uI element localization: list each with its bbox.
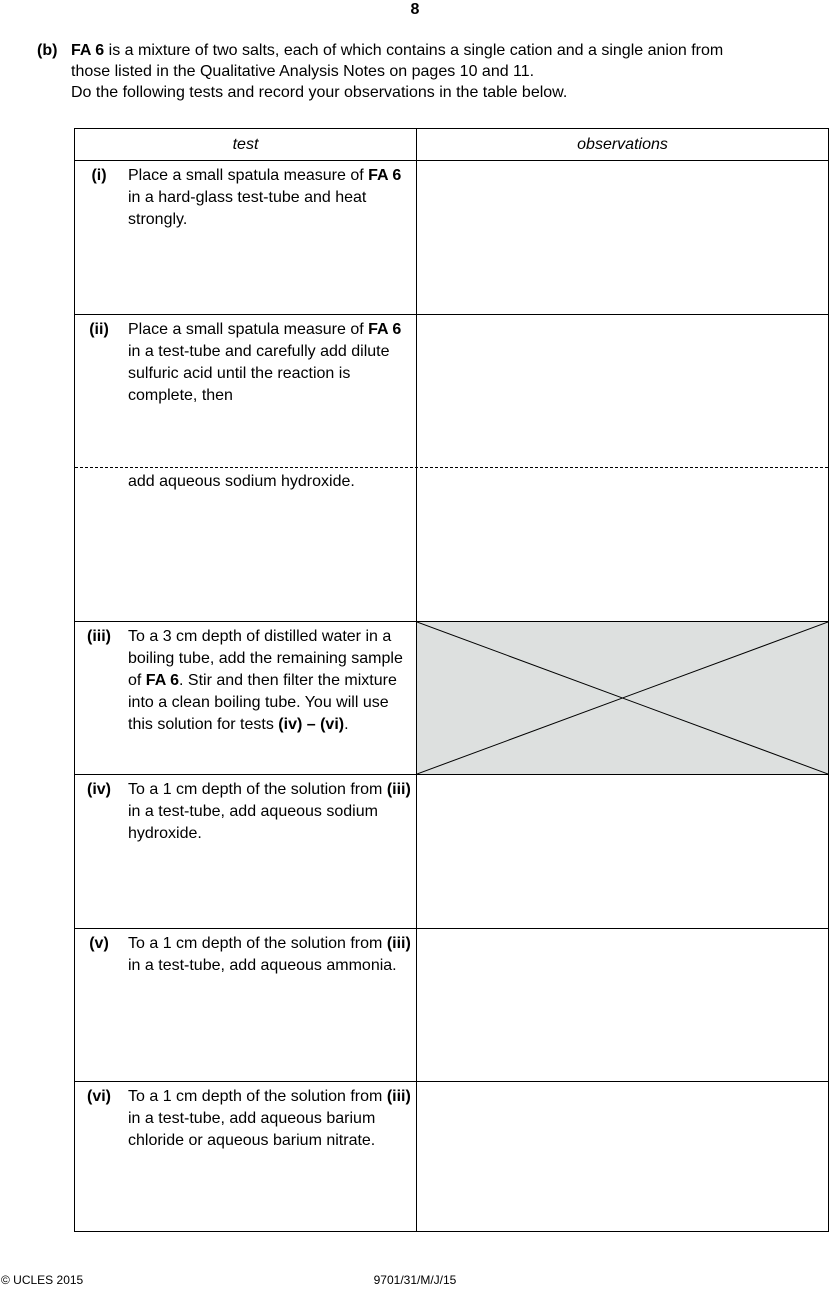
sample-name: FA 6 (368, 167, 402, 184)
header-observations: observations (577, 136, 668, 153)
table-row-ii-continued (75, 468, 828, 622)
row-test-text (128, 933, 411, 977)
text: To a 1 cm depth of the solution from (128, 781, 387, 798)
text: in a test-tube and carefully add dilute sulfuric acid until the reaction is complete, then (128, 343, 390, 404)
row-label: (ii) (89, 321, 109, 338)
crossed-out-cell (417, 622, 828, 774)
table-row-vi (75, 1082, 828, 1231)
row-label: (v) (89, 935, 109, 952)
text: . (344, 716, 349, 733)
table-row-ii (75, 315, 828, 468)
text: in a test-tube, add aqueous ammonia. (128, 957, 397, 974)
header-test: test (232, 136, 259, 153)
test-reference: (iv) – (vi) (278, 716, 345, 733)
row-test-text (128, 779, 411, 845)
row-label: (vi) (87, 1088, 111, 1105)
row-test-text (128, 1086, 411, 1152)
instructions-line-1 (71, 40, 826, 61)
test-reference: (iii) (386, 781, 411, 798)
text: To a 1 cm depth of the solution from (128, 1088, 387, 1105)
text: in a test-tube, add aqueous sodium hydroxide. (128, 803, 378, 842)
row-label: (iii) (87, 628, 111, 645)
text: in a hard-glass test-tube and heat strongly. (128, 189, 367, 228)
text: Place a small spatula measure of (128, 321, 369, 338)
footer-paper-code: 9701/31/M/J/15 (373, 1273, 457, 1287)
test-reference: (iii) (386, 935, 411, 952)
row-test-text (128, 626, 411, 736)
instructions-line-2: those listed in the Qualitative Analysis Notes on pages 10 and 11. (71, 63, 535, 80)
test-reference: (iii) (386, 1088, 411, 1105)
row-test-text (128, 319, 411, 407)
row-test-text (128, 165, 411, 231)
results-table (74, 128, 829, 1232)
table-row-iii (75, 622, 828, 775)
row-label: (i) (91, 167, 107, 184)
sample-name: FA 6 (71, 42, 105, 59)
text: Place a small spatula measure of (128, 167, 369, 184)
part-label: (b) (37, 42, 58, 59)
text: To a 3 cm depth of distilled water in a boiling tube, add the remaining sample of (128, 628, 403, 689)
table-row-iv (75, 775, 828, 929)
row-test-text: add aqueous sodium hydroxide. (128, 473, 355, 490)
table-row-i (75, 161, 828, 315)
row-label: (iv) (87, 781, 111, 798)
page-number: 8 (410, 1, 420, 18)
footer-copyright: © UCLES 2015 (1, 1273, 84, 1287)
table-row-v (75, 929, 828, 1082)
cross-mark (417, 622, 828, 774)
text: . Stir and then filter the mixture into a clean boiling tube. You will use this solution for tests (128, 672, 397, 733)
instructions-line-1-text: is a mixture of two salts, each of which contains a single cation and a single anion from (104, 42, 724, 59)
text: in a test-tube, add aqueous barium chloride or aqueous barium nitrate. (128, 1110, 376, 1149)
table-header (75, 129, 828, 161)
sample-name: FA 6 (368, 321, 402, 338)
text: To a 1 cm depth of the solution from (128, 935, 387, 952)
sample-name: FA 6 (145, 672, 179, 689)
instructions-line-3: Do the following tests and record your observations in the table below. (71, 84, 568, 101)
instructions (71, 40, 826, 103)
